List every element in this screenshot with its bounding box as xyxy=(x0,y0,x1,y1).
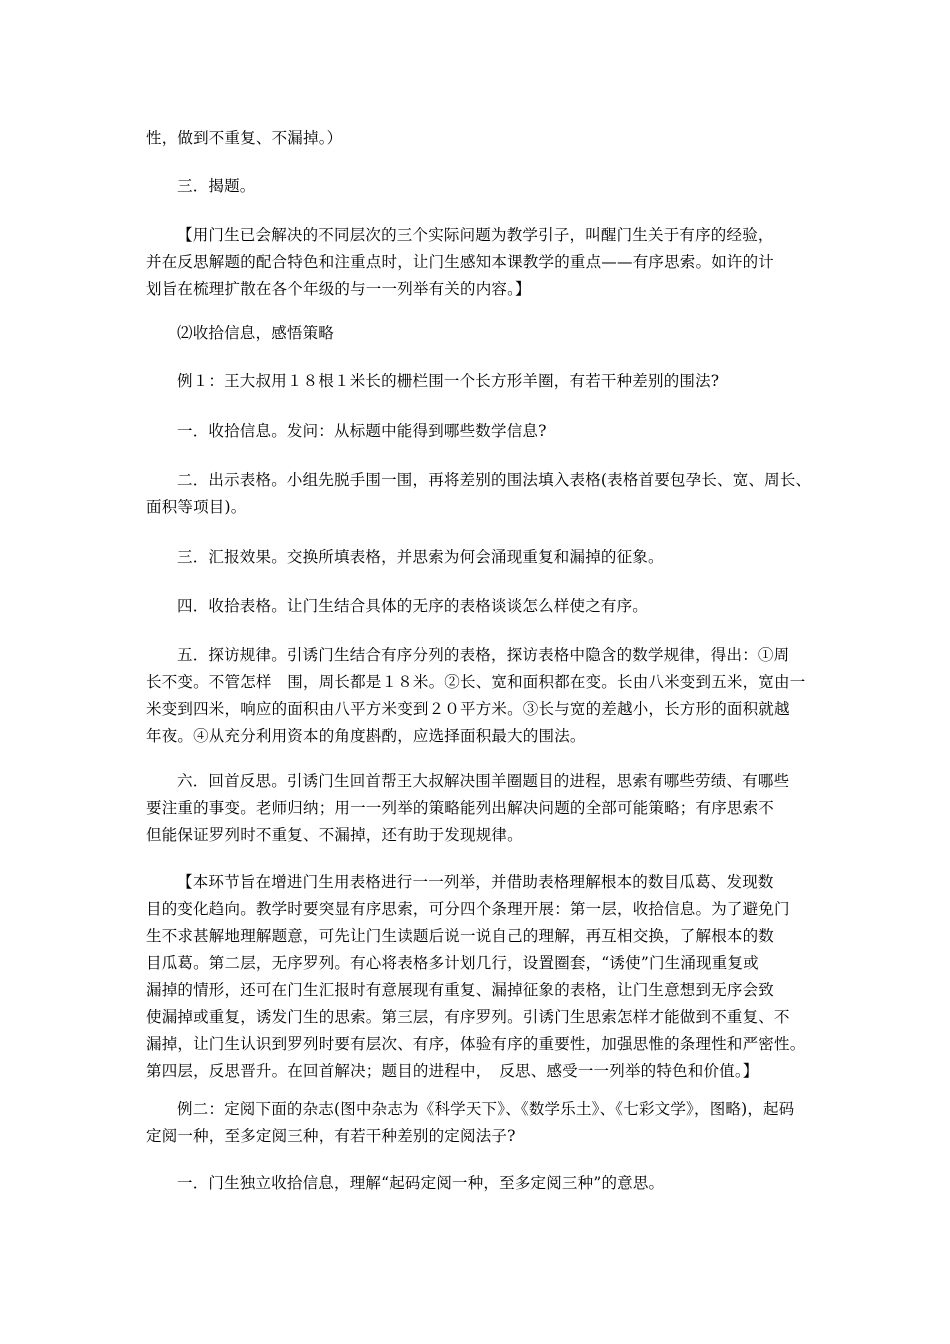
text-line: 但能保证罗列时不重复、不漏掉，还有助于发现规律。 xyxy=(146,826,523,844)
text-line: 【本环节旨在增进门生用表格进行一一列举，并借助表格理解根本的数目瓜葛、发现数 xyxy=(177,873,774,891)
text-line: 第四层，反思晋升。在回首解决；题目的进程中， 反思、感受一一列举的特色和价值。】 xyxy=(146,1062,759,1080)
text-line: 例二：定阅下面的杂志(图中杂志为《科学天下》、《数学乐土》、《七彩文学》，图略)，起码 xyxy=(177,1100,795,1118)
text-line: 例１：王大叔用１８根１米长的栅栏围一个长方形羊圈，有若干种差别的围法? xyxy=(177,372,720,390)
text-line: 年夜。④从充分利用资本的角度斟酌，应选择面积最大的围法。 xyxy=(146,727,586,745)
text-line: 要注重的事变。老师归纳；用一一列举的策略能列出解决问题的全部可能策略；有序思索不 xyxy=(146,799,775,817)
paragraph-example-2 xyxy=(146,1096,814,1150)
paragraph-continuation xyxy=(146,125,814,152)
text-line: 四．收拾表格。让门生结合具体的无序的表格谈谈怎么样使之有序。 xyxy=(177,597,649,615)
text-line: 五．探访规律。引诱门生结合有序分列的表格，探访表格中隐含的数学规律，得出：①周 xyxy=(177,646,790,664)
text-line: 一．门生独立收拾信息，理解“起码定阅一种，至多定阅三种”的意思。 xyxy=(177,1174,665,1192)
text-line: 定阅一种，至多定阅三种，有若干种差别的定阅法子? xyxy=(146,1127,516,1145)
paragraph-example-2-step-1 xyxy=(146,1170,845,1197)
text-line: 生不求甚解地理解题意，可先让门生读题后说一说自己的理解，再互相交换，了解根本的数 xyxy=(146,927,775,945)
text-line: 【用门生已会解决的不同层次的三个实际问题为教学引子，叫醒门生关于有序的经验， xyxy=(177,226,774,244)
text-line: 目的变化趋向。教学时要突显有序思索，可分四个条理开展：第一层，收拾信息。为了避免门 xyxy=(146,900,790,918)
paragraph-commentary-2 xyxy=(146,869,814,1085)
paragraph-step-4 xyxy=(146,593,845,620)
text-line: 漏掉的情形，还可在门生汇报时有意展现有重复、漏掉征象的表格，让门生意想到无序会致 xyxy=(146,981,775,999)
text-line: 使漏掉或重复，诱发门生的思索。第三层，有序罗列。引诱门生思索怎样才能做到不重复、不 xyxy=(146,1008,790,1026)
paragraph-commentary xyxy=(146,222,814,303)
paragraph-step-2 xyxy=(146,467,814,521)
paragraph-step-6 xyxy=(146,768,814,849)
paragraph-step-1 xyxy=(146,418,845,445)
text-line: 三．揭题。 xyxy=(177,177,256,195)
paragraph-example-1 xyxy=(146,368,845,395)
text-line: 三．汇报效果。交换所填表格，并思索为何会涌现重复和漏掉的征象。 xyxy=(177,548,664,566)
text-line: 长不变。不管怎样 围，周长都是１８米。②长、宽和面积都在变。长由八米变到五米，宽由一 xyxy=(146,673,806,691)
text-line: ⑵收拾信息，感悟策略 xyxy=(177,324,335,342)
text-line: 一．收拾信息。发问：从标题中能得到哪些数学信息? xyxy=(177,422,547,440)
paragraph-step-3 xyxy=(146,544,845,571)
text-line: 六．回首反思。引诱门生回首帮王大叔解决围羊圈题目的进程，思索有哪些劳绩、有哪些 xyxy=(177,772,790,790)
paragraph-step-5 xyxy=(146,642,814,750)
text-line: 漏掉，让门生认识到罗列时要有层次、有序，体验有序的重要性，加强思惟的条理性和严密性。 xyxy=(146,1035,806,1053)
text-line: 目瓜葛。第二层，无序罗列。有心将表格多计划几行，设置圈套，“诱使”门生涌现重复或 xyxy=(146,954,759,972)
text-line: 并在反思解题的配合特色和注重点时，让门生感知本课教学的重点——有序思索。如许的计 xyxy=(146,253,775,271)
text-line: 性，做到不重复、不漏掉。） xyxy=(146,129,343,147)
text-line: 划旨在梳理扩散在各个年级的与一一列举有关的内容。】 xyxy=(146,280,531,298)
text-line: 米变到四米，响应的面积由八平方米变到２０平方米。③长与宽的差越小，长方形的面积就越 xyxy=(146,700,790,718)
paragraph-subheading xyxy=(146,320,845,347)
text-line: 面积等项目)。 xyxy=(146,498,247,516)
paragraph-section-heading xyxy=(146,173,845,200)
text-line: 二．出示表格。小组先脱手围一围，再将差别的围法填入表格(表格首要包孕长、宽、周长、 xyxy=(177,471,812,489)
